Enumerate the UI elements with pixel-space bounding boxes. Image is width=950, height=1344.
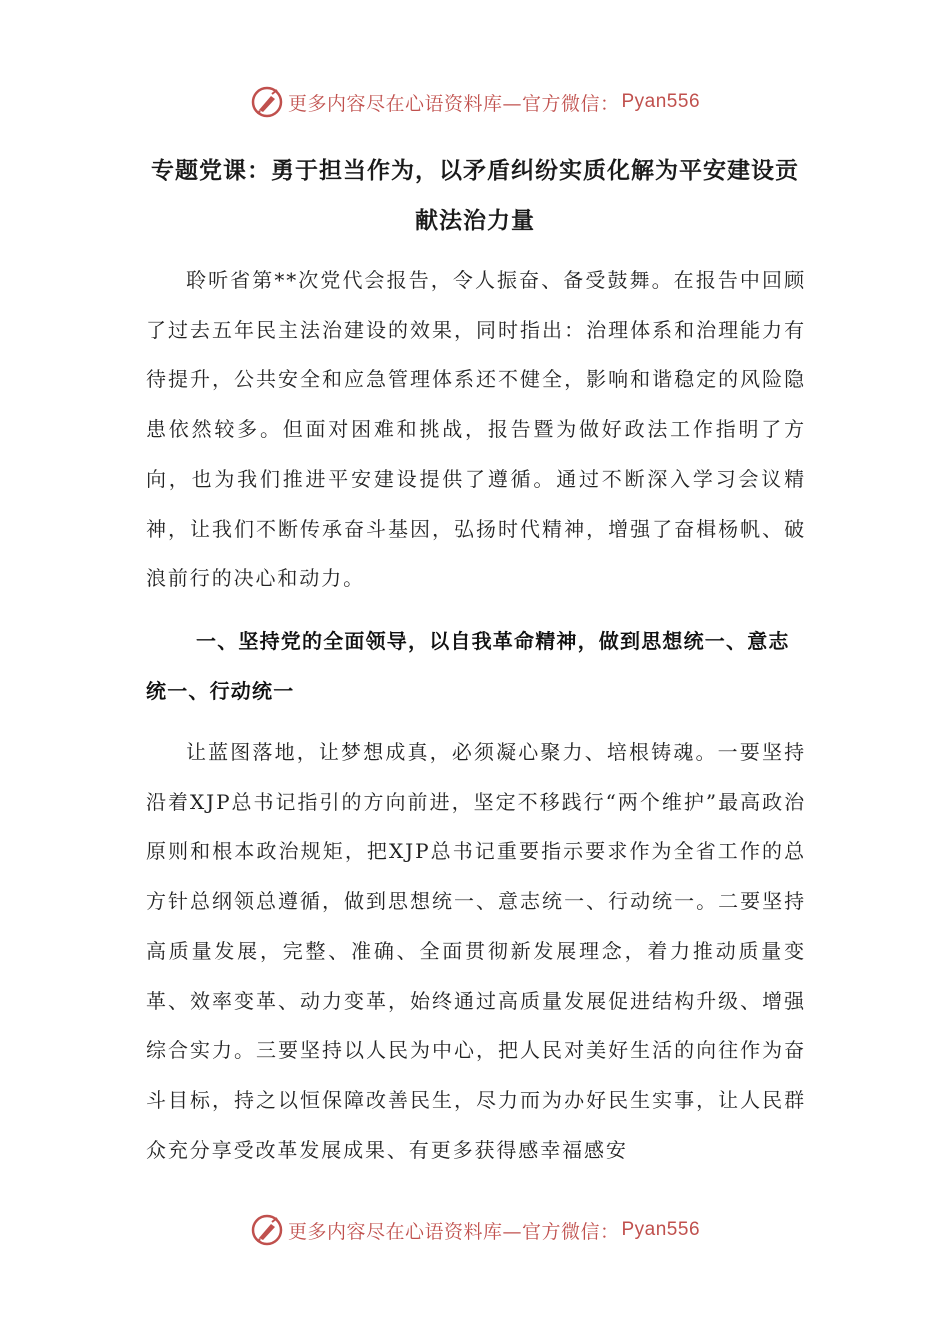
pen-logo-icon — [250, 1213, 284, 1247]
section-heading-1: 一、坚持党的全面领导，以自我革命精神，做到思想统一、意志统一、行动统一 — [146, 629, 790, 703]
watermark-wechat-id: Pyan556 — [621, 91, 701, 112]
paragraph-section-1: 让蓝图落地，让梦想成真，必须凝心聚力、培根铸魂。一要坚持沿着XJP总书记指引的方向前进，坚定不移践行“两个维护”最高政治原则和根本政治规矩，把XJP总书记重要指示要求作为全省工作的总方针总纲领总遵循，做到思想统一、意志统一、行动统一。二要坚持高质量发展，完整、准确、全面贯彻新发展理念，着力推动质量变革、效率变革、动力变革，始终通过高质量发展促进结构升级、增强综合实力。三要坚持以人民为中心，把人民对美好生活的向往作为奋斗目标，持之以恒保障改善民生，尽力而为办好民生实事，让人民群众充分享受改革发展成果、有更多获得感幸福感安 — [146, 740, 806, 1162]
section-one — [146, 617, 806, 716]
watermark-text: 更多内容尽在心语资料库—官方微信： — [287, 92, 620, 115]
pen-logo-icon — [250, 85, 284, 119]
intro-section — [146, 256, 806, 604]
document-title: 专题党课：勇于担当作为，以矛盾纠纷实质化解为平安建设贡献法治力量 — [151, 158, 799, 234]
section-one-body — [146, 728, 806, 1175]
watermark-banner-top — [0, 82, 950, 122]
watermark-banner-bottom — [0, 1210, 950, 1250]
watermark-wechat-id: Pyan556 — [621, 1219, 701, 1240]
paragraph-intro: 聆听省第**次党代会报告，令人振奋、备受鼓舞。在报告中回顾了过去五年民主法治建设的效果，同时指出：治理体系和治理能力有待提升，公共安全和应急管理体系还不健全，影响和谐稳定的风险隐患依然较多。但面对困难和挑战，报告暨为做好政法工作指明了方向，也为我们推进平安建设提供了遵循。通过不断深入学习会议精神，让我们不断传承奋斗基因，弘扬时代精神，增强了奋楫杨帆、破浪前行的决心和动力。 — [146, 268, 806, 591]
watermark-text: 更多内容尽在心语资料库—官方微信： — [287, 1220, 620, 1243]
